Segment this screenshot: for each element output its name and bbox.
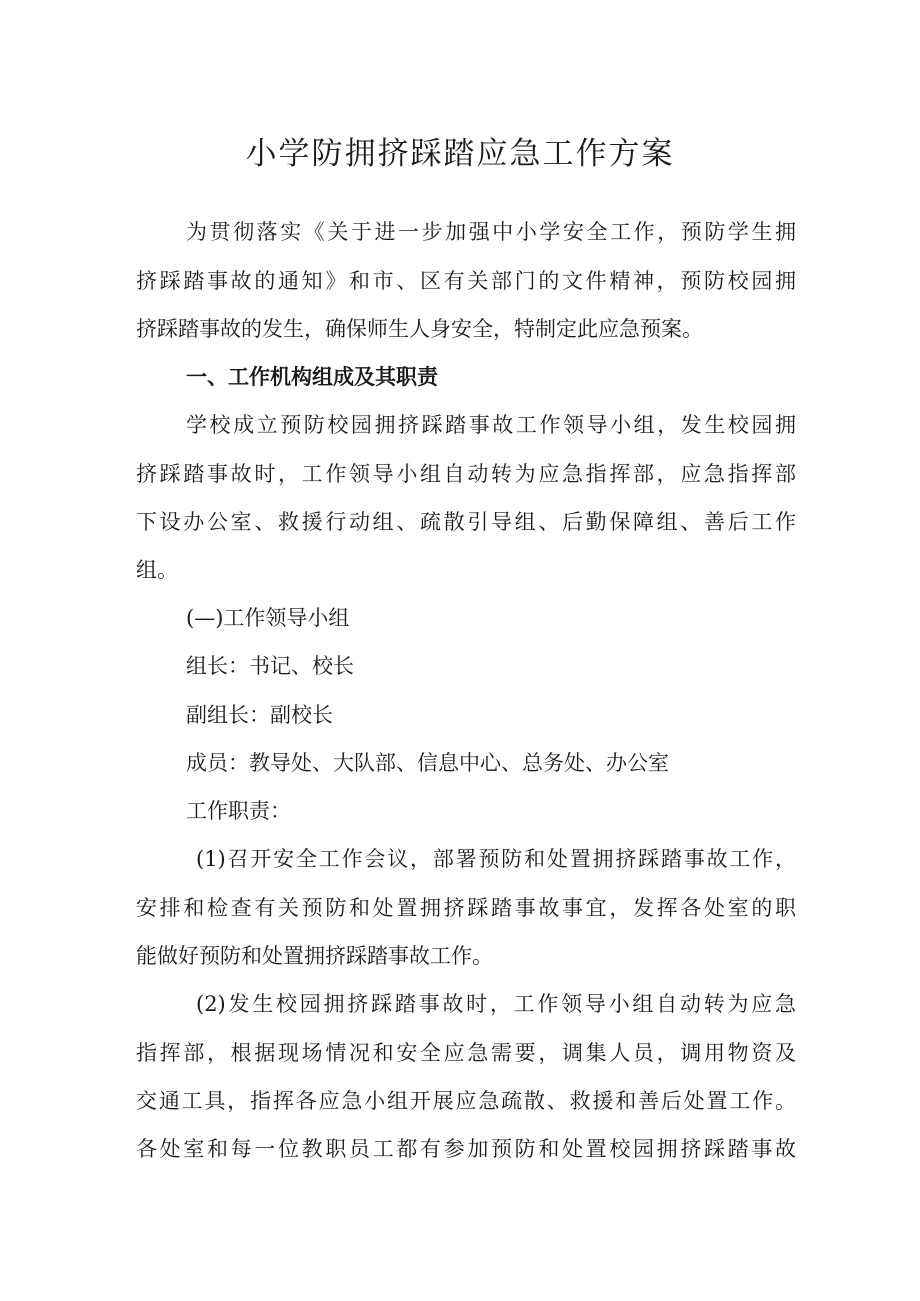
- paragraph-line: 交通工具，指挥各应急小组开展应急疏散、救援和善后处置工作。: [136, 1089, 796, 1113]
- paragraph-line: 各处室和每一位教职员工都有参加预防和处置校园拥挤踩踏事故: [136, 1137, 796, 1161]
- paragraph-line: 挤踩踏事故时，工作领导小组自动转为应急指挥部，应急指挥部: [136, 462, 796, 486]
- paragraph-line: (2)发生校园拥挤踩踏事故时，工作领导小组自动转为应急: [196, 992, 796, 1016]
- paragraph-line: 挤踩踏事故的发生，确保师生人身安全，特制定此应急预案。: [136, 317, 703, 341]
- list-item: 成员：教导处、大队部、信息中心、总务处、办公室: [186, 751, 669, 775]
- list-item: 组长：书记、校长: [186, 654, 354, 678]
- paragraph-line: 挤踩踏事故的通知》和市、区有关部门的文件精神，预防校园拥: [136, 269, 796, 293]
- paragraph-line: 安排和检查有关预防和处置拥挤踩踏事故事宜，发挥各处室的职: [136, 896, 796, 920]
- list-item: 工作职责：: [186, 799, 291, 823]
- paragraph-line: 为贯彻落实《关于进一步加强中小学安全工作，预防学生拥: [186, 220, 796, 244]
- paragraph-line: 能做好预防和处置拥挤踩踏事故工作。: [136, 944, 493, 968]
- list-item: 副组长：副校长: [186, 703, 333, 727]
- paragraph-line: 指挥部，根据现场情况和安全应急需要，调集人员，调用物资及: [136, 1041, 796, 1065]
- paragraph-line: 组。: [136, 558, 178, 582]
- subsection-heading: (—)工作领导小组: [186, 606, 350, 630]
- section-heading: 一、工作机构组成及其职责: [186, 365, 438, 389]
- paragraph-line: 学校成立预防校园拥挤踩踏事故工作领导小组，发生校园拥: [186, 413, 796, 437]
- paragraph-line: 下设办公室、救援行动组、疏散引导组、后勤保障组、善后工作: [136, 510, 796, 534]
- paragraph-line: (1)召开安全工作会议，部署预防和处置拥挤踩踏事故工作，: [196, 847, 796, 871]
- document-title: 小学防拥挤踩踏应急工作方案: [245, 136, 675, 172]
